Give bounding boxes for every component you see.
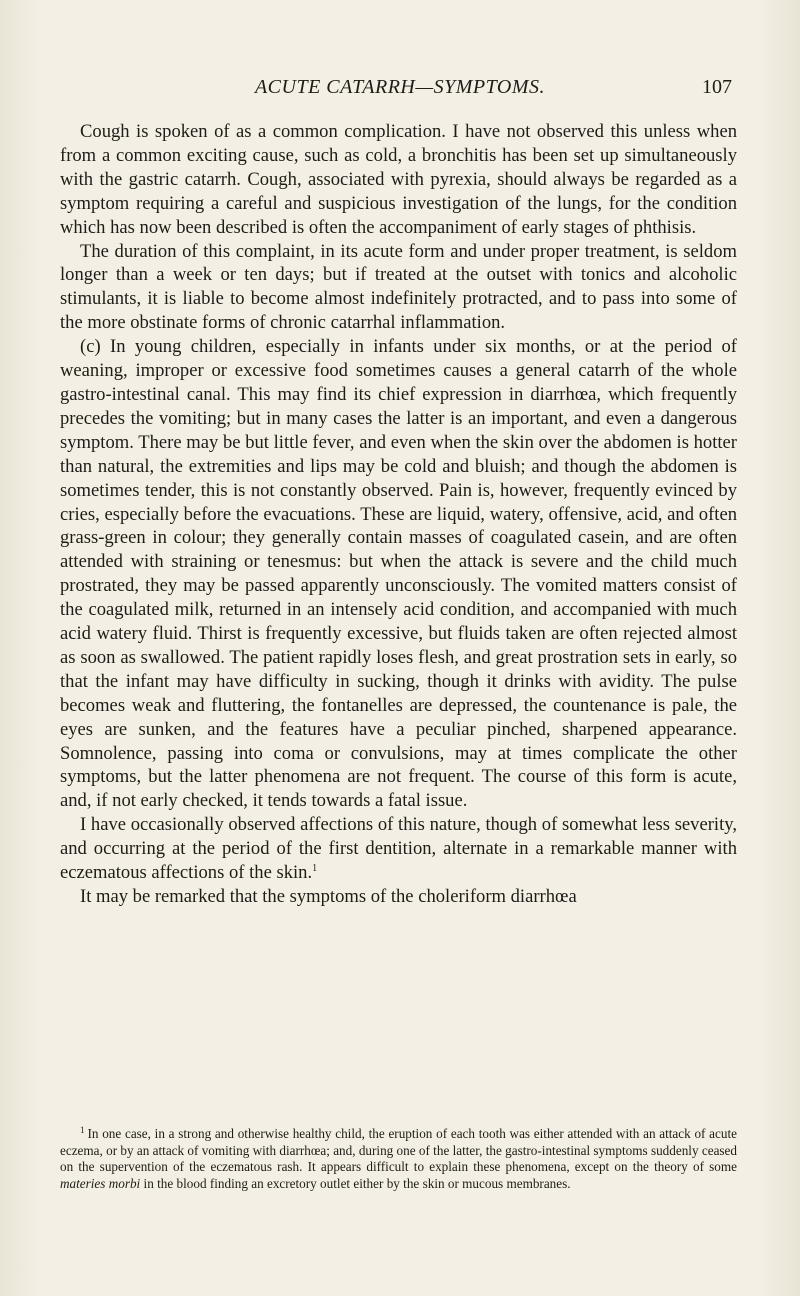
paragraph-dentition-text: I have occasionally observed affections of this nature, though of somewhat less severity, and occurring at the period of the first dentition, alternate in a remarkable manner with eczematous affections of the skin. <box>60 814 737 884</box>
paragraph-cough: Cough is spoken of as a common complication. I have not observed this unless when from a common exciting cause, such as cold, a bronchitis has been set up simultaneously with the gastric catarrh. Cough, associated with pyrexia, should always be regarded as a symptom requiring a careful and suspicious investigation of the lungs, for the condition which has now been described is often the accompaniment of early stages of phthisis. <box>60 121 737 238</box>
footnote-1 <box>60 1126 737 1192</box>
body-text <box>60 120 737 909</box>
footnote-marker: 1 <box>80 1124 85 1135</box>
paragraph-choleriform: It may be remarked that the symptoms of the choleriform diarrhœa <box>80 886 577 907</box>
page-number: 107 <box>702 76 732 98</box>
footnote-text-after: in the blood finding an excretory outlet either by the skin or mucous membranes. <box>140 1175 571 1191</box>
paragraph-dentition <box>60 813 737 885</box>
footnote-reference: 1 <box>312 862 318 874</box>
footnote-text-before: In one case, in a strong and otherwise healthy child, the eruption of each tooth was either attended with an attack of acute eczema, or by an attack of vomiting with diarrhœa; and, during one of the latter, the gastro-intestinal symptoms suddenly ceased on the supervention of the eczematous rash. It appears difficult to explain these phenomena, except on the theory of some <box>60 1126 737 1175</box>
paragraph-duration: The duration of this complaint, in its acute form and under proper treatment, is seldom longer than a week or ten days; but if treated at the outset with tonics and alcoholic stimulants, it is liable to become almost indefinitely protracted, and to pass into some of the more obstinate forms of chronic catarrhal inflammation. <box>60 240 737 334</box>
footnote-italic-phrase: materies morbi <box>60 1175 141 1191</box>
running-head: ACUTE CATARRH—SYMPTOMS. <box>254 76 546 98</box>
page-header <box>60 76 740 104</box>
paragraph-children: (c) In young children, especially in infants under six months, or at the period of weaning, improper or excessive food sometimes causes a general catarrh of the whole gastro-intestinal canal. This may find its chief expression in diarrhœa, which frequently precedes the vomiting; but in many cases the latter is an important, and even a dangerous symptom. There may be but little fever, and even when the skin over the abdomen is hotter than natural, the extremities and lips may be cold and bluish; and though the abdomen is sometimes tender, this is not constantly observed. Pain is, however, frequently evinced by cries, especially before the evacuations. These are liquid, watery, offensive, acid, and often grass-green in colour; they generally contain masses of coagulated casein, and are often attended with straining or tenesmus: but when the attack is severe and the child much prostrated, they may be passed apparently unconsciously. The vomited matters consist of the coagulated milk, returned in an intensely acid condition, and accompanied with much acid watery fluid. Thirst is frequently excessive, but fluids taken are often rejected almost as soon as swallowed. The patient rapidly loses flesh, and great prostration sets in early, so that the infant may have difficulty in sucking, though it drinks with avidity. The pulse becomes weak and fluttering, the fontanelles are depressed, the countenance is pale, the eyes are sunken, and the features have a peculiar pinched, sharpened appearance. Somnolence, passing into coma or convulsions, may at times complicate the other symptoms, but the latter phenomena are not frequent. The course of this form is acute, and, if not early checked, it tends towards a fatal issue. <box>60 336 737 812</box>
footnotes <box>60 1126 737 1192</box>
